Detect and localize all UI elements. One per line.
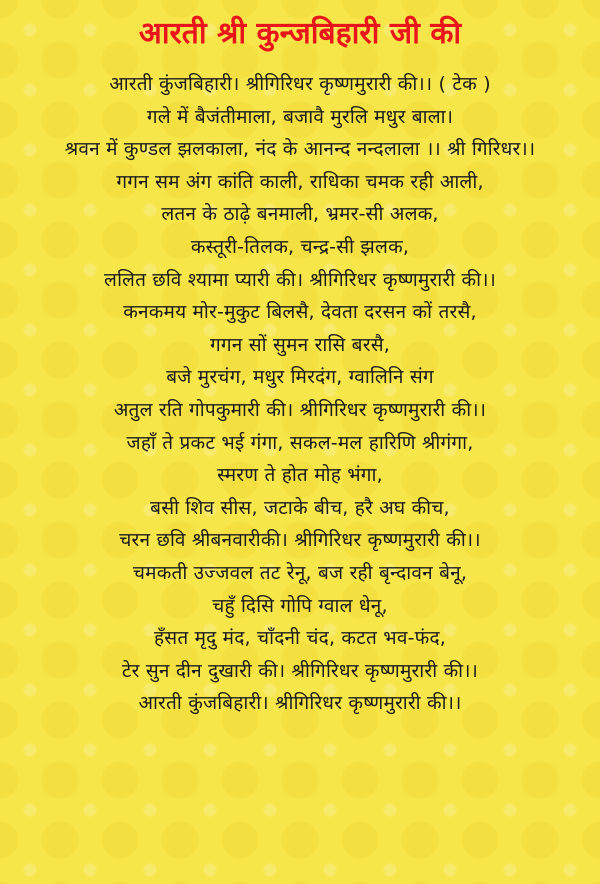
verse-line-5: लतन के ठाढ़े बनमाली, भ्रमर-सी अलक, <box>161 203 439 226</box>
verse-list <box>0 68 600 720</box>
verse-line-12: जहाँ ते प्रकट भई गंगा, सकल-मल हारिणि श्रीगंगा, <box>126 431 474 454</box>
verse-line-1: आरती कुंजबिहारी। श्रीगिरिधर कृष्णमुरारी की।। ( टेक ) <box>109 73 491 95</box>
verse-line-13: स्मरण ते होत मोह भंगा, <box>217 464 383 487</box>
verse-line-9: गगन सों सुमन रासि बरसै, <box>210 333 390 356</box>
verse-line-16: चमकती उज्जवल तट रेनू, बज रही बृन्दावन बेनू, <box>132 561 468 584</box>
verse-line-20: आरती कुंजबिहारी। श्रीगिरिधर कृष्णमुरारी की।। <box>138 692 462 715</box>
verse-line-8: कनकमय मोर-मुकुट बिलसै, देवता दरसन कों तरसै, <box>123 301 477 324</box>
verse-line-18: हँसत मृदु मंद, चाँदनी चंद, कटत भव-फंद, <box>153 627 447 650</box>
verse-line-7: ललित छवि श्यामा प्यारी की। श्रीगिरिधर कृष्णमुरारी की।। <box>103 268 496 291</box>
page-title: आरती श्री कुन्जबिहारी जी की <box>138 16 462 51</box>
verse-line-4: गगन सम अंग कांति काली, राधिका चमक रही आली, <box>116 170 484 193</box>
verse-line-3: श्रवन में कुण्डल झलकाला, नंद के आनन्द नन्दलाला ।। श्री गिरिधर।। <box>64 138 536 161</box>
verse-line-10: बजे मुरचंग, मधुर मिरदंग, ग्वालिनि संग <box>166 366 434 389</box>
verse-line-17: चहुँ दिसि गोपि ग्वाल धेनू, <box>212 594 388 617</box>
verse-line-6: कस्तूरी-तिलक, चन्द्र-सी झलक, <box>190 235 410 258</box>
verse-line-15: चरन छवि श्रीबनवारीकी। श्रीगिरिधर कृष्णमुरारी की।। <box>119 529 481 552</box>
verse-line-11: अतुल रति गोपकुमारी की। श्रीगिरिधर कृष्णमुरारी की।। <box>113 398 487 421</box>
verse-line-19: टेर सुन दीन दुखारी की। श्रीगिरिधर कृष्णमुरारी की।। <box>121 659 479 682</box>
verse-line-2: गले में बैजंतीमाला, बजावै मुरलि मधुर बाला। <box>146 105 454 128</box>
verse-line-14: बसी शिव सीस, जटाके बीच, हरै अघ कीच, <box>150 496 450 519</box>
